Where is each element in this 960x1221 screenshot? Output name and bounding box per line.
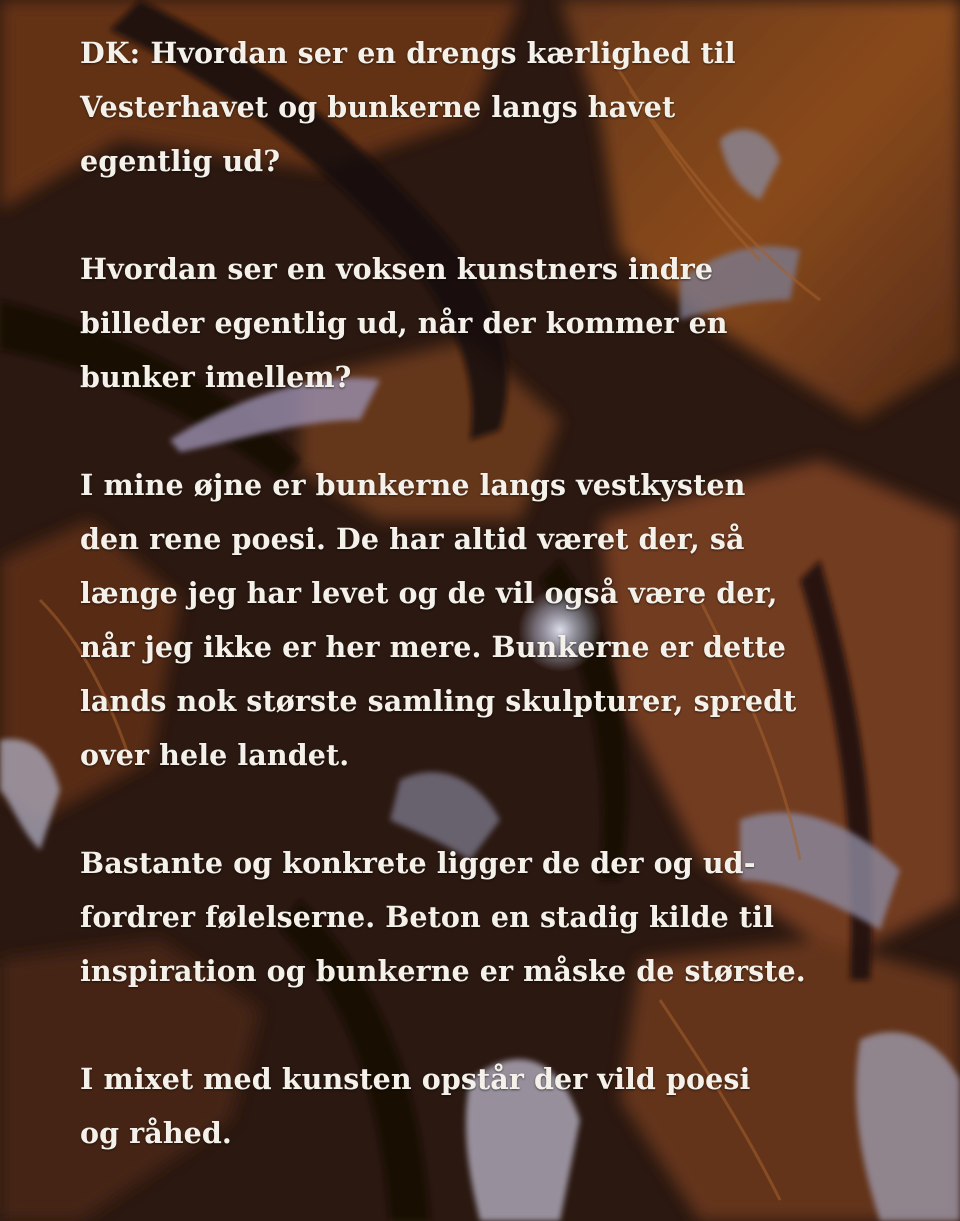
text-line: DK: Hvordan ser en drengs kærlighed til (80, 36, 736, 70)
text-line: bunker imellem? (80, 360, 352, 394)
paragraph-2 (80, 242, 930, 404)
text-line: lands nok største samling skulpturer, spredt (80, 684, 797, 718)
paragraph-4 (80, 836, 930, 998)
paragraph-5 (80, 1052, 930, 1160)
text-line: når jeg ikke er her mere. Bunkerne er dette (80, 630, 787, 664)
paragraph-3 (80, 458, 930, 782)
text-line: egentlig ud? (80, 144, 281, 178)
text-line: og råhed. (80, 1116, 232, 1150)
text-line: fordrer følelserne. Beton en stadig kilde til (80, 900, 775, 934)
text-line: længe jeg har levet og de vil også være der, (80, 576, 778, 610)
text-line: over hele landet. (80, 738, 350, 772)
text-line: inspiration og bunkerne er måske de største. (80, 954, 806, 988)
paragraph-1 (80, 26, 930, 188)
body-text (80, 26, 930, 1160)
text-line: Vesterhavet og bunkerne langs havet (80, 90, 676, 124)
text-line: den rene poesi. De har altid været der, så (80, 522, 745, 556)
text-line: Bastante og konkrete ligger de der og ud- (80, 846, 756, 880)
text-line: I mixet med kunsten opstår der vild poesi (80, 1062, 751, 1096)
text-line: Hvordan ser en voksen kunstners indre (80, 252, 714, 286)
text-line: I mine øjne er bunkerne langs vestkysten (80, 468, 746, 502)
text-line: billeder egentlig ud, når der kommer en (80, 306, 728, 340)
